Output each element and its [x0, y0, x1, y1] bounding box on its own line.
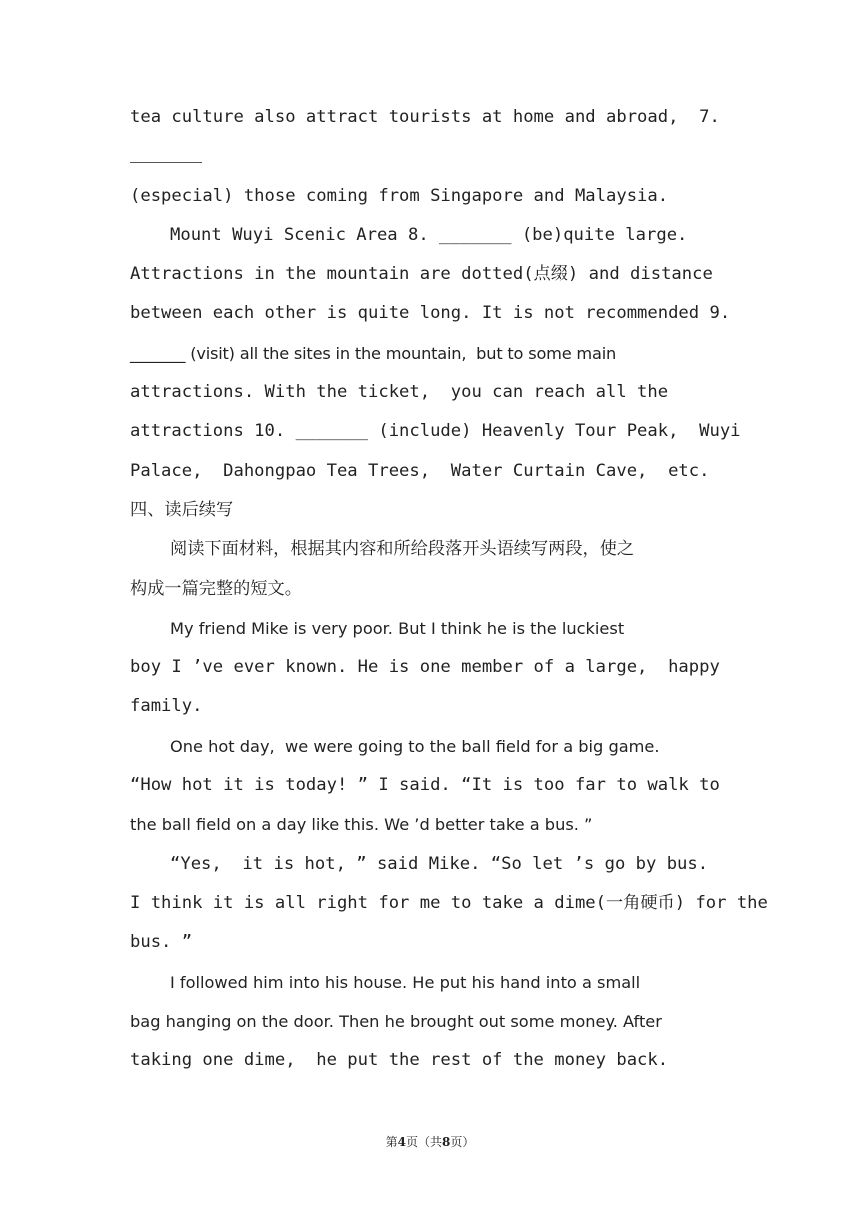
passage-line: (especial) those coming from Singapore and Malaysia.	[130, 185, 669, 206]
footer-text: 第	[385, 1135, 398, 1149]
story-line: My friend Mike is very poor. But I think he is the luckiest	[170, 618, 625, 638]
story-line: bag hanging on the door. Then he brought out some money. After	[130, 1011, 662, 1031]
document-page	[130, 98, 768, 1080]
passage-line: _______ (visit) all the sites in the mountain, but to some main	[130, 343, 617, 363]
passage-line: tea culture also attract tourists at home and abroad, 7.	[130, 107, 720, 127]
total-pages-number: 8	[442, 1135, 451, 1149]
story-line: bus. ”	[130, 932, 193, 953]
footer-text: 页）	[450, 1135, 475, 1149]
passage-line: Attractions in the mountain are dotted(点缀) and distance	[130, 264, 713, 285]
current-page-number: 4	[397, 1135, 406, 1149]
footer-text: 页（共	[405, 1135, 442, 1149]
passage-line: attractions 10. _______ (include) Heavenly Tour Peak, Wuyi	[130, 421, 741, 442]
story-line: family.	[130, 696, 203, 717]
instruction-line: 构成一篇完整的短文。	[130, 578, 302, 599]
story-line: One hot day, we were going to the ball field for a big game.	[170, 736, 660, 756]
story-line: the ball field on a day like this. We ’d better take a bus. ”	[130, 815, 593, 835]
passage-line: attractions. With the ticket, you can reach all the	[130, 382, 669, 403]
story-line: “Yes, it is hot, ” said Mike. “So let ’s go by bus.	[170, 853, 709, 874]
passage-line: Palace, Dahongpao Tea Trees, Water Curtain Cave, etc.	[130, 460, 710, 481]
story-line: “How hot it is today! ” I said. “It is too far to walk to	[130, 775, 720, 796]
story-line: taking one dime, he put the rest of the money back.	[130, 1050, 669, 1071]
answer-blank-7	[130, 137, 736, 176]
passage-line: between each other is quite long. It is not recommended 9.	[130, 303, 731, 324]
instruction-line: 阅读下面材料，根据其内容和所给段落开头语续写两段，使之	[170, 539, 635, 560]
story-line: boy I ’ve ever known. He is one member of a large, happy	[130, 657, 720, 678]
story-line: I think it is all right for me to take a dime(一角硬币) for the	[130, 892, 768, 913]
page-footer	[0, 1133, 860, 1150]
blank-underline	[130, 162, 202, 163]
story-line: I followed him into his house. He put his hand into a small	[170, 972, 641, 992]
section-heading: 四、读后续写	[130, 499, 234, 520]
passage-line: Mount Wuyi Scenic Area 8. _______ (be)quite large.	[170, 224, 688, 245]
